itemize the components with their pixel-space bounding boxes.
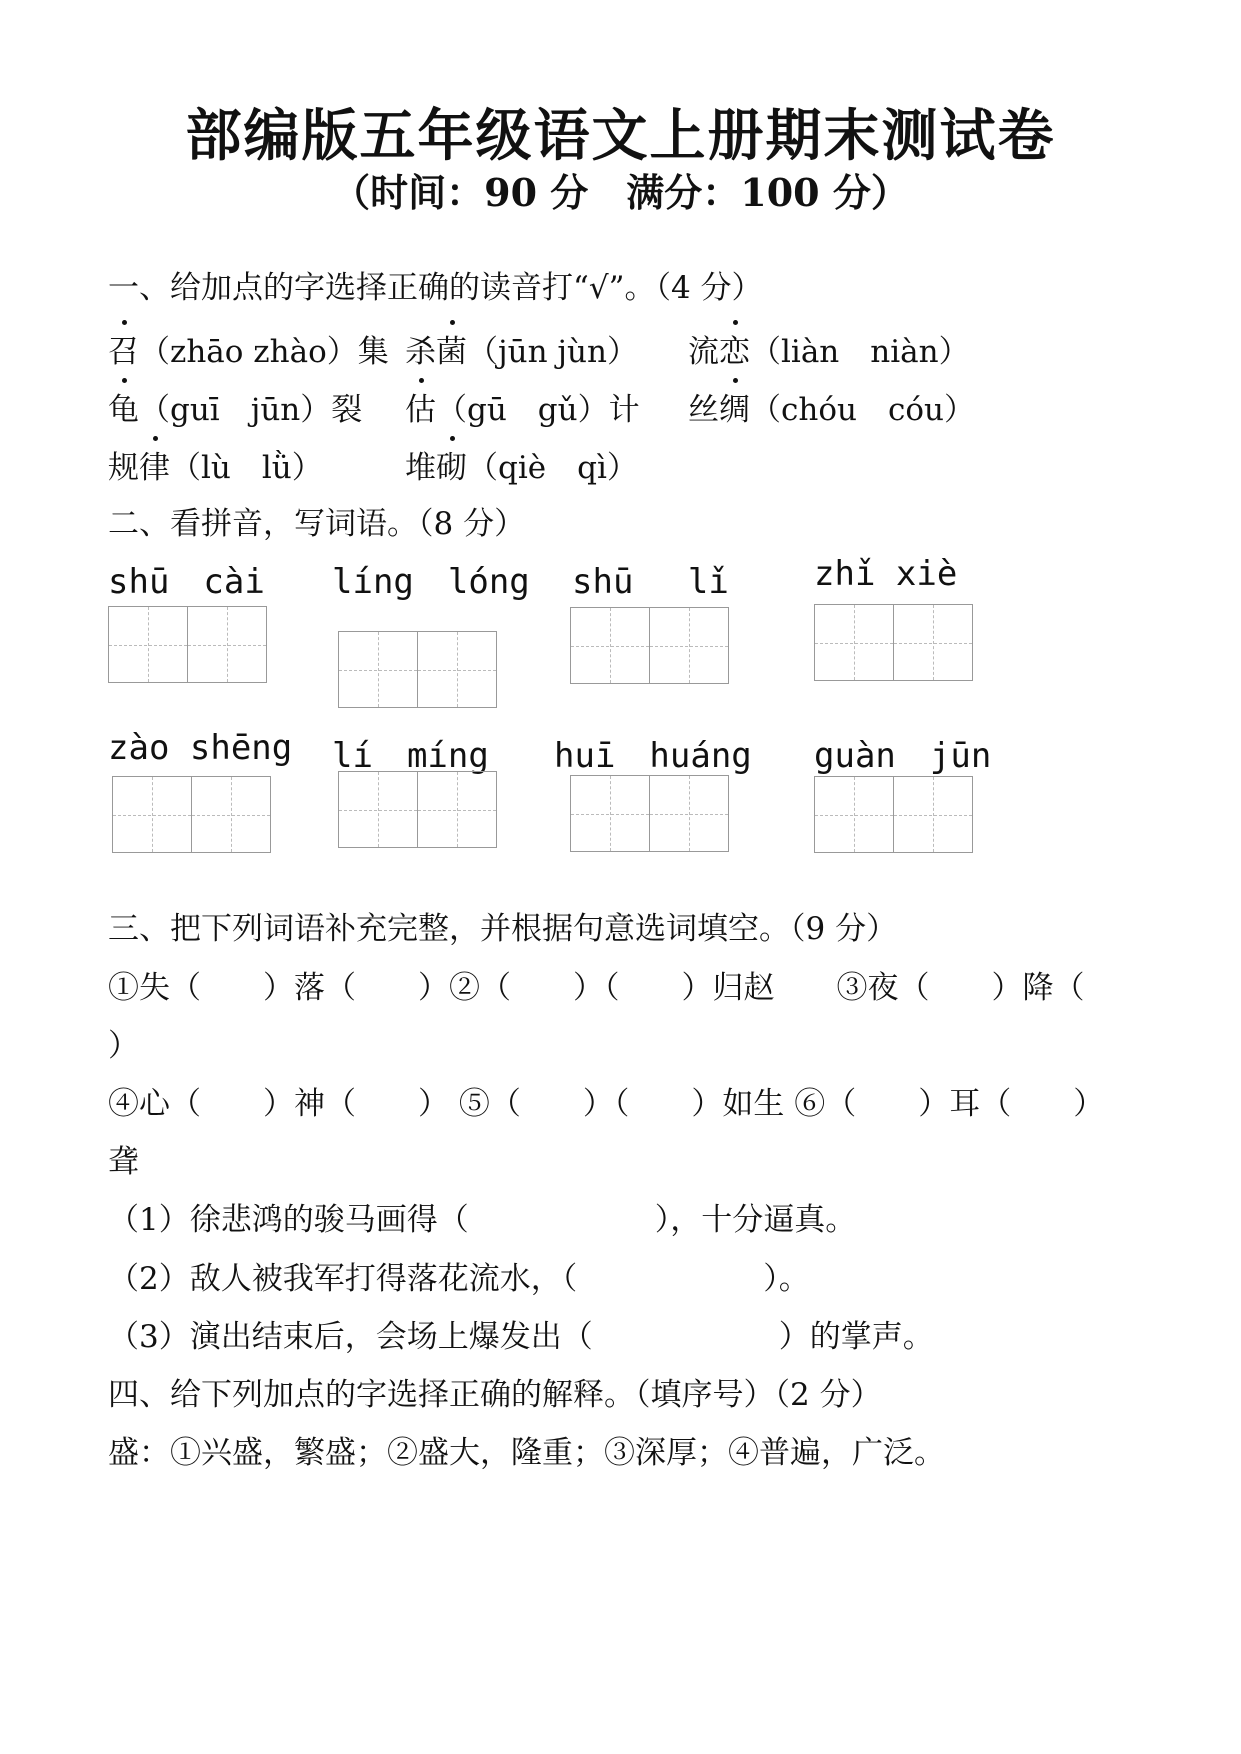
- s1-item: 流恋（liàn niàn）: [688, 326, 970, 371]
- section1-heading: 一、给加点的字选择正确的读音打“√”。（4 分）: [108, 270, 763, 306]
- pinyin-label: zhǐ xiè: [814, 554, 958, 594]
- idiom-line-cont: ）: [108, 1028, 139, 1064]
- pinyin-label: guàn jūn: [814, 736, 992, 776]
- idiom-line: ①失（ ）落（ ）②（ ）（ ）归赵 ③夜（ ）降（: [108, 970, 1085, 1006]
- s1-item: 丝绸（chóu cóu）: [688, 384, 975, 429]
- pinyin-label: shū lǐ: [572, 562, 729, 602]
- pinyin-label: shū cài: [108, 562, 265, 602]
- page-title: 部编版五年级语文上册期末测试卷: [185, 103, 1056, 169]
- writing-grid[interactable]: [338, 771, 497, 848]
- page-subtitle: （时间：90 分 满分：100 分）: [332, 170, 909, 215]
- writing-grid[interactable]: [112, 776, 271, 853]
- pinyin-label: lí míng: [332, 736, 489, 776]
- s1-item: 估（gū gǔ）计: [405, 384, 640, 429]
- s1-item: 杀菌（jūn jùn）: [405, 326, 638, 371]
- pinyin-label: zào shēng: [108, 728, 293, 768]
- writing-grid[interactable]: [814, 604, 973, 681]
- section2-heading: 二、看拼音，写词语。（8 分）: [108, 506, 526, 542]
- fill-blank-question: （3）演出结束后，会场上爆发出（ ）的掌声。: [108, 1319, 934, 1355]
- writing-grid[interactable]: [338, 631, 497, 708]
- s1-item: 龟（guī jūn）裂: [108, 384, 362, 429]
- idiom-line: ④心（ ）神（ ） ⑤（ ）（ ）如生 ⑥（ ）耳（ ）: [108, 1086, 1105, 1122]
- pinyin-label: huī huáng: [554, 736, 752, 776]
- writing-grid[interactable]: [814, 776, 973, 853]
- writing-grid[interactable]: [108, 606, 267, 683]
- pinyin-label: líng lóng: [332, 562, 530, 602]
- definition-line: 盛：①兴盛，繁盛；②盛大，隆重；③深厚；④普遍，广泛。: [108, 1435, 945, 1471]
- s1-item: 堆砌（qiè qì）: [405, 442, 638, 487]
- s1-item: 规律（lù lǜ）: [108, 442, 323, 487]
- section3-heading: 三、把下列词语补充完整，并根据句意选词填空。（9 分）: [108, 911, 898, 947]
- writing-grid[interactable]: [570, 607, 729, 684]
- idiom-line-cont: 聋: [108, 1144, 139, 1180]
- fill-blank-question: （2）敌人被我军打得落花流水，（ ）。: [108, 1261, 810, 1297]
- section4-heading: 四、给下列加点的字选择正确的解释。（填序号）（2 分）: [108, 1377, 882, 1413]
- fill-blank-question: （1）徐悲鸿的骏马画得（ ），十分逼真。: [108, 1202, 857, 1238]
- s1-item: 召（zhāo zhào）集: [108, 326, 389, 371]
- writing-grid[interactable]: [570, 775, 729, 852]
